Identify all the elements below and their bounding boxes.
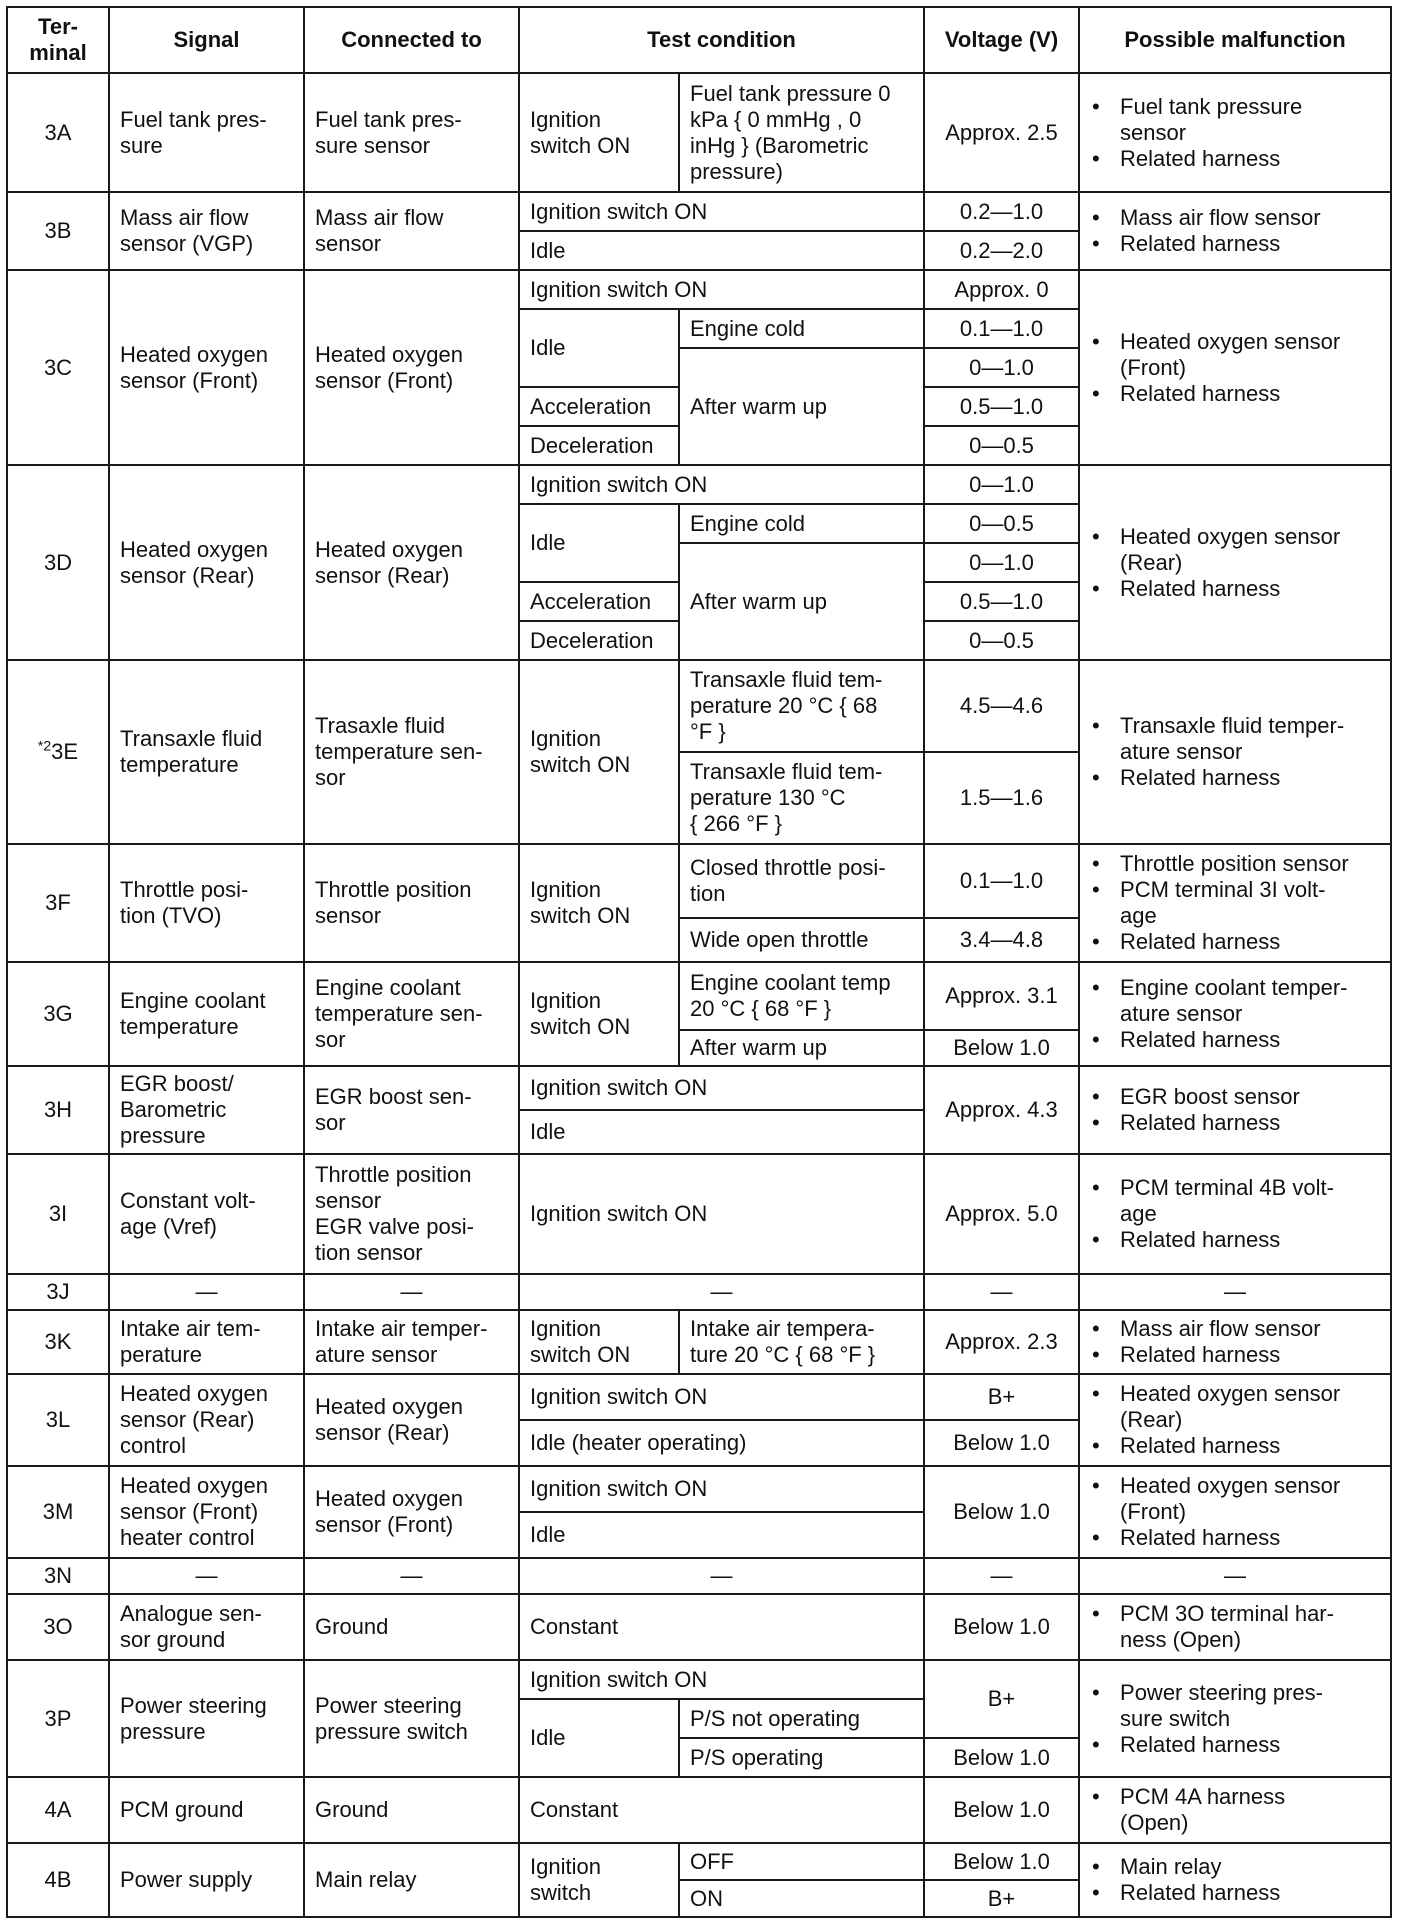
- malfunction-cell: [1079, 1310, 1391, 1374]
- condition-detail-cell: Intake air tempera- ture 20 °C { 68 °F }: [679, 1310, 924, 1374]
- header-signal: Signal: [109, 7, 304, 73]
- signal-cell: Analogue sen- sor ground: [109, 1594, 304, 1660]
- malfunction-item: • PCM 3O terminal har- ness (Open): [1090, 1601, 1380, 1653]
- malfunction-cell: [1079, 962, 1391, 1066]
- terminal-cell: 3M: [7, 1466, 109, 1558]
- voltage-cell: 0—0.5: [924, 504, 1079, 543]
- malfunction-cell: [1079, 270, 1391, 465]
- table-row: [7, 660, 1391, 752]
- voltage-cell: 4.5—4.6: [924, 660, 1079, 752]
- terminal-cell: 3A: [7, 73, 109, 192]
- malfunction-item: • Fuel tank pressure sensor: [1090, 94, 1380, 146]
- table-row: [7, 962, 1391, 1030]
- voltage-cell: 0.5—1.0: [924, 582, 1079, 621]
- voltage-cell: Below 1.0: [924, 1843, 1079, 1880]
- pcm-terminal-voltage-table: [6, 6, 1392, 1918]
- terminal-footnote-mark: *2: [37, 737, 52, 754]
- condition-cell: Idle: [519, 1699, 679, 1777]
- table-row: [7, 1777, 1391, 1843]
- malfunction-item: • Transaxle fluid temper- ature sensor: [1090, 713, 1380, 765]
- voltage-cell: Below 1.0: [924, 1594, 1079, 1660]
- terminal-label: 3E: [51, 739, 79, 764]
- terminal-cell: 3L: [7, 1374, 109, 1466]
- terminal-cell: 3P: [7, 1660, 109, 1777]
- voltage-cell: 0.1—1.0: [924, 309, 1079, 348]
- condition-cell: Deceleration: [519, 621, 679, 660]
- signal-cell: Constant volt- age (Vref): [109, 1154, 304, 1274]
- header-voltage: Voltage (V): [924, 7, 1079, 73]
- voltage-cell: 0.2—1.0: [924, 192, 1079, 231]
- terminal-cell: 3O: [7, 1594, 109, 1660]
- table-row: [7, 1843, 1391, 1880]
- voltage-cell: 0.1—1.0: [924, 844, 1079, 918]
- condition-cell: Ignition switch ON: [519, 1660, 924, 1699]
- voltage-cell: Approx. 3.1: [924, 962, 1079, 1030]
- voltage-cell: 0—0.5: [924, 426, 1079, 465]
- malfunction-cell: [1079, 1660, 1391, 1777]
- terminal-cell: [7, 660, 109, 844]
- condition-detail-cell: Engine coolant temp 20 °C { 68 °F }: [679, 962, 924, 1030]
- connected-cell: Trasaxle fluid temperature sen- sor: [304, 660, 519, 844]
- connected-cell: Ground: [304, 1777, 519, 1843]
- table-row: [7, 270, 1391, 309]
- malfunction-item: • Related harness: [1090, 231, 1380, 257]
- condition-cell: Ignition switch ON: [519, 1310, 679, 1374]
- connected-cell: Heated oxygen sensor (Rear): [304, 465, 519, 660]
- signal-cell: Transaxle fluid temperature: [109, 660, 304, 844]
- table-row: [7, 73, 1391, 192]
- malfunction-cell: [1079, 1374, 1391, 1466]
- condition-cell: Acceleration: [519, 582, 679, 621]
- condition-cell: Ignition switch ON: [519, 73, 679, 192]
- connected-cell: Ground: [304, 1594, 519, 1660]
- signal-cell: Intake air tem- perature: [109, 1310, 304, 1374]
- terminal-cell: 3K: [7, 1310, 109, 1374]
- condition-detail-cell: Closed throttle posi- tion: [679, 844, 924, 918]
- malfunction-item: • Mass air flow sensor: [1090, 205, 1380, 231]
- voltage-cell: Below 1.0: [924, 1030, 1079, 1066]
- table-row: [7, 1274, 1391, 1310]
- condition-cell: Idle: [519, 231, 924, 270]
- connected-cell: Heated oxygen sensor (Front): [304, 1466, 519, 1558]
- voltage-cell: 0—0.5: [924, 621, 1079, 660]
- condition-detail-cell: Engine cold: [679, 504, 924, 543]
- voltage-cell: 0—1.0: [924, 348, 1079, 387]
- condition-detail-cell: P/S not operating: [679, 1699, 924, 1738]
- terminal-cell: 3G: [7, 962, 109, 1066]
- signal-cell: Heated oxygen sensor (Front) heater control: [109, 1466, 304, 1558]
- voltage-cell: Approx. 4.3: [924, 1066, 1079, 1154]
- terminal-cell: 4B: [7, 1843, 109, 1917]
- malfunction-item: • Related harness: [1090, 381, 1380, 407]
- malfunction-cell: [1079, 1843, 1391, 1917]
- malfunction-item: • Heated oxygen sensor (Front): [1090, 329, 1380, 381]
- condition-cell: Ignition switch ON: [519, 660, 679, 844]
- condition-cell: Idle: [519, 1512, 924, 1558]
- malfunction-item: • Related harness: [1090, 1110, 1380, 1136]
- condition-cell: Ignition switch ON: [519, 962, 679, 1066]
- connected-cell: Heated oxygen sensor (Front): [304, 270, 519, 465]
- condition-cell: Constant: [519, 1594, 924, 1660]
- condition-detail-cell: Engine cold: [679, 309, 924, 348]
- signal-cell: Mass air flow sensor (VGP): [109, 192, 304, 270]
- empty-dash-cell: —: [519, 1274, 924, 1310]
- connected-cell: EGR boost sen- sor: [304, 1066, 519, 1154]
- table-row: [7, 1066, 1391, 1110]
- malfunction-cell: [1079, 660, 1391, 844]
- voltage-cell: 0—1.0: [924, 543, 1079, 582]
- table-row: [7, 1154, 1391, 1274]
- voltage-cell: B+: [924, 1660, 1079, 1738]
- signal-cell: Heated oxygen sensor (Rear) control: [109, 1374, 304, 1466]
- table-row: [7, 1466, 1391, 1512]
- connected-cell: Fuel tank pres- sure sensor: [304, 73, 519, 192]
- malfunction-item: • Related harness: [1090, 929, 1380, 955]
- malfunction-item: • Related harness: [1090, 576, 1380, 602]
- table-row: [7, 844, 1391, 918]
- malfunction-cell: [1079, 1594, 1391, 1660]
- signal-cell: Heated oxygen sensor (Rear): [109, 465, 304, 660]
- malfunction-cell: [1079, 844, 1391, 962]
- malfunction-item: • Power steering pres- sure switch: [1090, 1680, 1380, 1732]
- empty-dash-cell: —: [109, 1558, 304, 1594]
- condition-detail-cell: ON: [679, 1880, 924, 1917]
- condition-detail-cell: After warm up: [679, 1030, 924, 1066]
- condition-cell: Ignition switch ON: [519, 1374, 924, 1420]
- condition-cell: Deceleration: [519, 426, 679, 465]
- terminal-cell: 3J: [7, 1274, 109, 1310]
- empty-dash-cell: —: [519, 1558, 924, 1594]
- terminal-cell: 3N: [7, 1558, 109, 1594]
- voltage-cell: Approx. 0: [924, 270, 1079, 309]
- voltage-cell: Approx. 2.3: [924, 1310, 1079, 1374]
- voltage-cell: Below 1.0: [924, 1777, 1079, 1843]
- empty-dash-cell: —: [1079, 1558, 1391, 1594]
- malfunction-item: • Related harness: [1090, 1027, 1380, 1053]
- malfunction-item: • PCM 4A harness (Open): [1090, 1784, 1380, 1836]
- table-row: [7, 1310, 1391, 1374]
- condition-cell: Ignition switch ON: [519, 844, 679, 962]
- condition-cell: Ignition switch: [519, 1843, 679, 1917]
- terminal-cell: 3D: [7, 465, 109, 660]
- malfunction-cell: [1079, 1777, 1391, 1843]
- connected-cell: Main relay: [304, 1843, 519, 1917]
- condition-detail-cell: Fuel tank pressure 0 kPa { 0 mmHg , 0 inHg } (Barometric pressure): [679, 73, 924, 192]
- voltage-cell: 0—1.0: [924, 465, 1079, 504]
- voltage-cell: 0.2—2.0: [924, 231, 1079, 270]
- malfunction-item: • EGR boost sensor: [1090, 1084, 1380, 1110]
- malfunction-item: • Mass air flow sensor: [1090, 1316, 1380, 1342]
- condition-cell: Ignition switch ON: [519, 465, 924, 504]
- malfunction-item: • Related harness: [1090, 1732, 1380, 1758]
- signal-cell: Engine coolant temperature: [109, 962, 304, 1066]
- condition-detail-cell: OFF: [679, 1843, 924, 1880]
- terminal-cell: 3B: [7, 192, 109, 270]
- connected-cell: Engine coolant temperature sen- sor: [304, 962, 519, 1066]
- connected-cell: Power steering pressure switch: [304, 1660, 519, 1777]
- malfunction-item: • PCM terminal 4B volt- age: [1090, 1175, 1380, 1227]
- table-row: [7, 192, 1391, 231]
- condition-cell: Idle: [519, 504, 679, 582]
- condition-cell: Idle: [519, 309, 679, 387]
- connected-cell: Intake air temper- ature sensor: [304, 1310, 519, 1374]
- condition-detail-cell: Transaxle fluid tem- perature 130 °C { 266 °F }: [679, 752, 924, 844]
- malfunction-item: • Related harness: [1090, 1525, 1380, 1551]
- table-row: [7, 1374, 1391, 1420]
- malfunction-item: • PCM terminal 3I volt- age: [1090, 877, 1380, 929]
- malfunction-cell: [1079, 1066, 1391, 1154]
- voltage-cell: B+: [924, 1374, 1079, 1420]
- connected-cell: Throttle position sensor: [304, 844, 519, 962]
- voltage-cell: Below 1.0: [924, 1738, 1079, 1777]
- signal-cell: Power supply: [109, 1843, 304, 1917]
- empty-dash-cell: —: [924, 1558, 1079, 1594]
- malfunction-item: • Heated oxygen sensor (Rear): [1090, 524, 1380, 576]
- malfunction-item: • Related harness: [1090, 1342, 1380, 1368]
- terminal-cell: 3I: [7, 1154, 109, 1274]
- condition-cell: Idle: [519, 1110, 924, 1154]
- malfunction-cell: [1079, 1154, 1391, 1274]
- malfunction-item: • Related harness: [1090, 146, 1380, 172]
- voltage-cell: 0.5—1.0: [924, 387, 1079, 426]
- malfunction-cell: [1079, 192, 1391, 270]
- condition-cell: Acceleration: [519, 387, 679, 426]
- condition-cell: Ignition switch ON: [519, 192, 924, 231]
- condition-cell: Ignition switch ON: [519, 1066, 924, 1110]
- table-row: [7, 1660, 1391, 1699]
- pcm-terminal-table-page: [6, 6, 1394, 1918]
- malfunction-item: • Related harness: [1090, 765, 1380, 791]
- header-terminal: Ter- minal: [7, 7, 109, 73]
- voltage-cell: Below 1.0: [924, 1420, 1079, 1466]
- terminal-cell: 3F: [7, 844, 109, 962]
- malfunction-item: • Related harness: [1090, 1433, 1380, 1459]
- terminal-cell: 4A: [7, 1777, 109, 1843]
- signal-cell: Fuel tank pres- sure: [109, 73, 304, 192]
- condition-cell: Ignition switch ON: [519, 1466, 924, 1512]
- condition-cell: Constant: [519, 1777, 924, 1843]
- connected-cell: Mass air flow sensor: [304, 192, 519, 270]
- condition-cell: Ignition switch ON: [519, 1154, 924, 1274]
- malfunction-cell: [1079, 1466, 1391, 1558]
- voltage-cell: 3.4—4.8: [924, 918, 1079, 962]
- condition-detail-cell: Wide open throttle: [679, 918, 924, 962]
- header-row: [7, 7, 1391, 73]
- malfunction-item: • Main relay: [1090, 1854, 1380, 1880]
- condition-cell: Ignition switch ON: [519, 270, 924, 309]
- condition-detail-cell: After warm up: [679, 348, 924, 465]
- malfunction-item: • Heated oxygen sensor (Rear): [1090, 1381, 1380, 1433]
- header-test-condition: Test condition: [519, 7, 924, 73]
- table-row: [7, 465, 1391, 504]
- signal-cell: Power steering pressure: [109, 1660, 304, 1777]
- voltage-cell: B+: [924, 1880, 1079, 1917]
- voltage-cell: 1.5—1.6: [924, 752, 1079, 844]
- malfunction-item: • Related harness: [1090, 1227, 1380, 1253]
- voltage-cell: Approx. 2.5: [924, 73, 1079, 192]
- terminal-cell: 3H: [7, 1066, 109, 1154]
- condition-detail-cell: Transaxle fluid tem- perature 20 °C { 68 °F }: [679, 660, 924, 752]
- terminal-cell: 3C: [7, 270, 109, 465]
- voltage-cell: Below 1.0: [924, 1466, 1079, 1558]
- connected-cell: Throttle position sensor EGR valve posi- tion sensor: [304, 1154, 519, 1274]
- malfunction-item: • Heated oxygen sensor (Front): [1090, 1473, 1380, 1525]
- empty-dash-cell: —: [109, 1274, 304, 1310]
- empty-dash-cell: —: [304, 1274, 519, 1310]
- voltage-cell: Approx. 5.0: [924, 1154, 1079, 1274]
- connected-cell: Heated oxygen sensor (Rear): [304, 1374, 519, 1466]
- header-possible-malfunction: Possible malfunction: [1079, 7, 1391, 73]
- malfunction-cell: [1079, 465, 1391, 660]
- signal-cell: Heated oxygen sensor (Front): [109, 270, 304, 465]
- condition-detail-cell: After warm up: [679, 543, 924, 660]
- malfunction-item: • Throttle position sensor: [1090, 851, 1380, 877]
- header-connected-to: Connected to: [304, 7, 519, 73]
- empty-dash-cell: —: [1079, 1274, 1391, 1310]
- empty-dash-cell: —: [924, 1274, 1079, 1310]
- table-row: [7, 1558, 1391, 1594]
- table-row: [7, 1594, 1391, 1660]
- signal-cell: EGR boost/ Barometric pressure: [109, 1066, 304, 1154]
- malfunction-cell: [1079, 73, 1391, 192]
- malfunction-item: • Related harness: [1090, 1880, 1380, 1906]
- signal-cell: PCM ground: [109, 1777, 304, 1843]
- condition-cell: Idle (heater operating): [519, 1420, 924, 1466]
- malfunction-item: • Engine coolant temper- ature sensor: [1090, 975, 1380, 1027]
- signal-cell: Throttle posi- tion (TVO): [109, 844, 304, 962]
- condition-detail-cell: P/S operating: [679, 1738, 924, 1777]
- empty-dash-cell: —: [304, 1558, 519, 1594]
